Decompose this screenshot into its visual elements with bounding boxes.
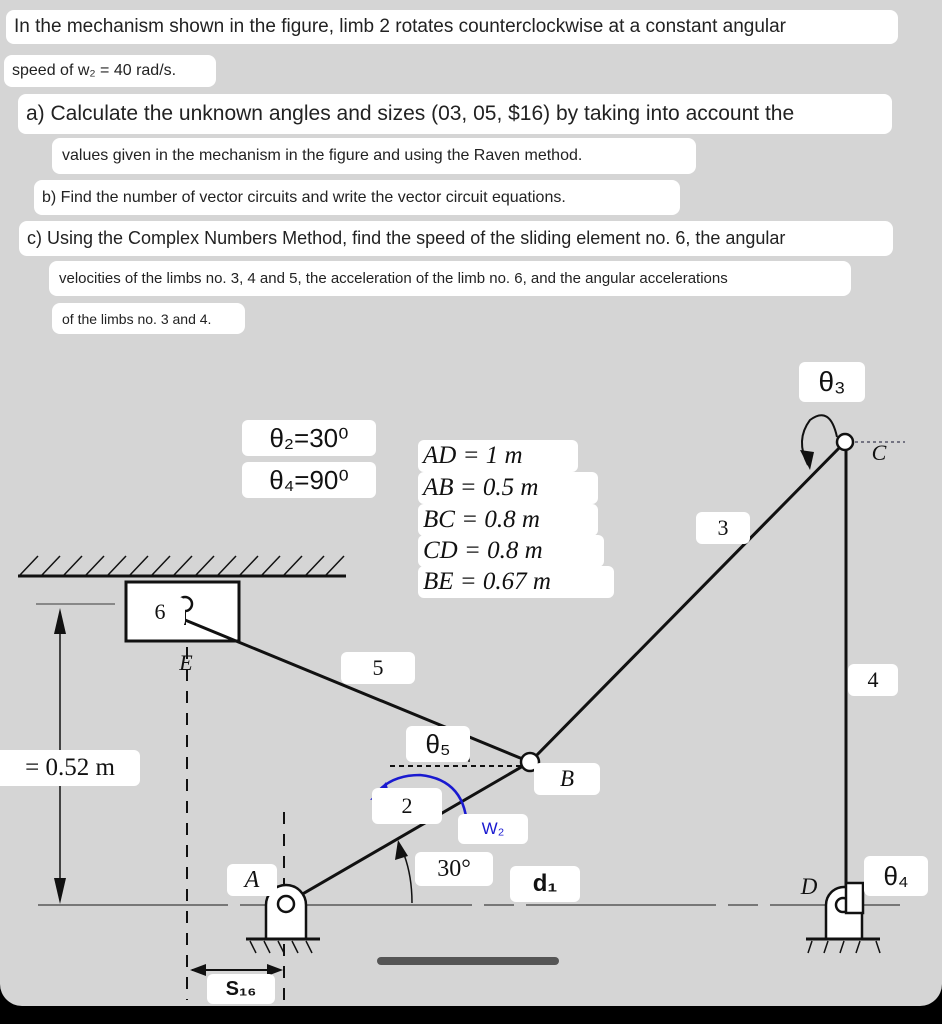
point-e-label: E	[179, 650, 193, 675]
link-5-label: 5	[341, 652, 415, 684]
joint-c	[837, 434, 853, 450]
theta5-label: θ₅	[406, 726, 470, 762]
link-6-label: 6	[135, 597, 185, 627]
angle-30-label: 30°	[415, 852, 493, 886]
part-c-text: of the limbs no. 3 and 4.	[52, 303, 245, 334]
link-5	[185, 620, 530, 762]
part-b-text: b) Find the number of vector circuits and write the vector circuit equations.	[34, 180, 680, 215]
arrow-up-icon	[54, 608, 66, 634]
link-2-label: 2	[372, 788, 442, 824]
home-indicator[interactable]	[377, 957, 559, 965]
dim-be: BE = 0.67 m	[418, 566, 614, 598]
theta4-given-label: θ₄=90⁰	[242, 462, 376, 498]
ground-hatch	[20, 556, 344, 575]
arrow-down-icon	[54, 878, 66, 904]
dim-cd: CD = 0.8 m	[418, 535, 604, 567]
d1-label: d₁	[510, 866, 580, 902]
theta3-label: θ₃	[799, 362, 865, 402]
link-3-label: 3	[696, 512, 750, 544]
problem-text-line: In the mechanism shown in the figure, limb 2 rotates counterclockwise at a constant angular	[6, 10, 898, 44]
dim-ab: AB = 0.5 m	[418, 472, 598, 504]
theta4-label: θ₄	[864, 856, 928, 896]
point-b-label: B	[534, 763, 600, 795]
problem-text-line: speed of w₂ = 40 rad/s.	[4, 55, 216, 87]
height-label: = 0.52 m	[0, 750, 140, 786]
arrow-icon	[800, 450, 814, 470]
part-c-text: c) Using the Complex Numbers Method, find the speed of the sliding element no. 6, the angular	[19, 221, 893, 256]
point-d-label: D	[800, 874, 818, 899]
point-a-label: A	[227, 864, 277, 896]
joint-a	[278, 896, 294, 912]
slider-d	[846, 883, 863, 913]
dim-bc: BC = 0.8 m	[418, 504, 598, 536]
part-c-text: velocities of the limbs no. 3, 4 and 5, the acceleration of the limb no. 6, and the angular accelerations	[49, 261, 851, 296]
theta2-label: θ₂=30⁰	[242, 420, 376, 456]
part-a-text: values given in the mechanism in the figure and using the Raven method.	[52, 138, 696, 174]
w2-label: W₂	[458, 814, 528, 844]
point-c-label: C	[871, 440, 887, 465]
dim-ad: AD = 1 m	[418, 440, 578, 472]
arrow-left-icon	[190, 964, 206, 976]
s16-label: S₁₆	[207, 974, 275, 1004]
link-4-label: 4	[848, 664, 898, 696]
part-a-text: a) Calculate the unknown angles and sizes (03, 05, $16) by taking into account the	[18, 94, 892, 134]
arrow-icon	[395, 840, 408, 860]
